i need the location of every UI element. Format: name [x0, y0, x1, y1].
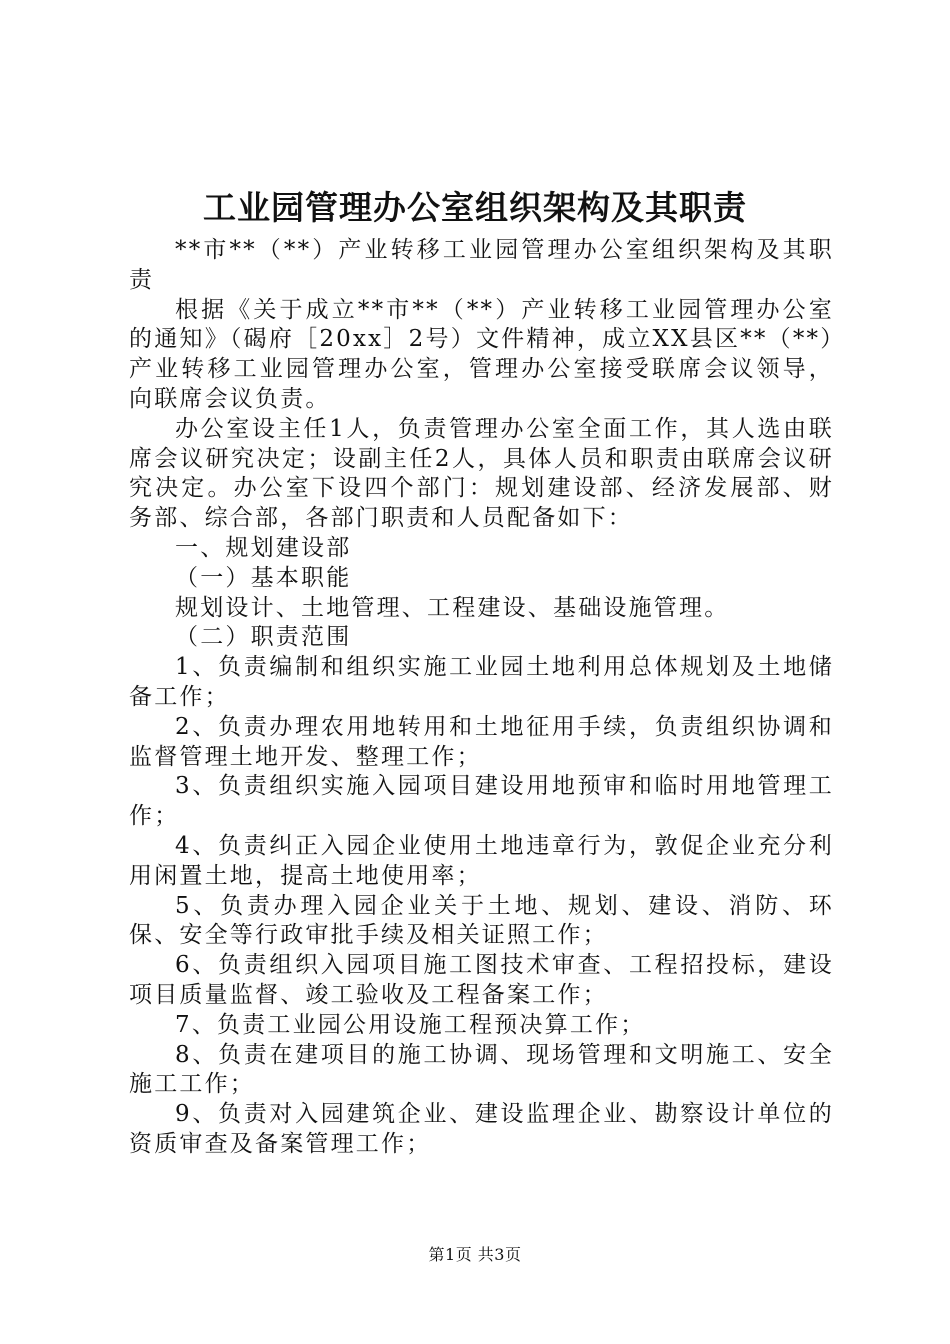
list-item: 9、负责对入园建筑企业、建设监理企业、勘察设计单位的资质审查及备案管理工作；	[129, 1101, 834, 1157]
document-body	[129, 236, 834, 1160]
paragraph: 规划设计、土地管理、工程建设、基础设施管理。	[175, 594, 730, 621]
document-title: 工业园管理办公室组织架构及其职责	[203, 188, 747, 227]
list-item: 8、负责在建项目的施工协调、现场管理和文明施工、安全施工工作；	[129, 1041, 834, 1098]
list-item: 6、负责组织入园项目施工图技术审查、工程招投标，建设项目质量监督、竣工验收及工程备案工作；	[129, 952, 834, 1008]
list-item: 3、负责组织实施入园项目建设用地预审和临时用地管理工作；	[129, 773, 834, 830]
list-item: 1、负责编制和组织实施工业园土地利用总体规划及土地储备工作；	[129, 654, 834, 710]
page-number: 第1页 共3页	[428, 1245, 522, 1264]
paragraph: 办公室设主任1人，负责管理办公室全面工作，其人选由联席会议研究决定；设副主任2人，具体人员和职责由联席会议研究决定。办公室下设四个部门：规划建设部、经济发展部、财务部、综合部，各部门职责和人员配备如下：	[129, 415, 834, 532]
list-item: 4、负责纠正入园企业使用土地违章行为，敦促企业充分利用闲置土地，提高土地使用率；	[129, 832, 834, 889]
section-heading: 一、规划建设部	[175, 534, 352, 561]
subsection-heading: （二）职责范围	[175, 624, 352, 651]
list-item: 7、负责工业园公用设施工程预决算工作；	[175, 1011, 646, 1038]
paragraph: 根据《关于成立**市**（**）产业转移工业园管理办公室的通知》（碣府［20xx］2号）文件精神，成立XX县区**（**）产业转移工业园管理办公室，管理办公室接受联席会议领导，向联席会议负责。	[129, 296, 834, 412]
list-item: 2、负责办理农用地转用和土地征用手续，负责组织协调和监督管理土地开发、整理工作；	[129, 713, 834, 770]
paragraph: **市**（**）产业转移工业园管理办公室组织架构及其职责	[129, 237, 834, 293]
subsection-heading: （一）基本职能	[175, 564, 352, 591]
list-item: 5、负责办理入园企业关于土地、规划、建设、消防、环保、安全等行政审批手续及相关证照工作；	[129, 892, 834, 949]
